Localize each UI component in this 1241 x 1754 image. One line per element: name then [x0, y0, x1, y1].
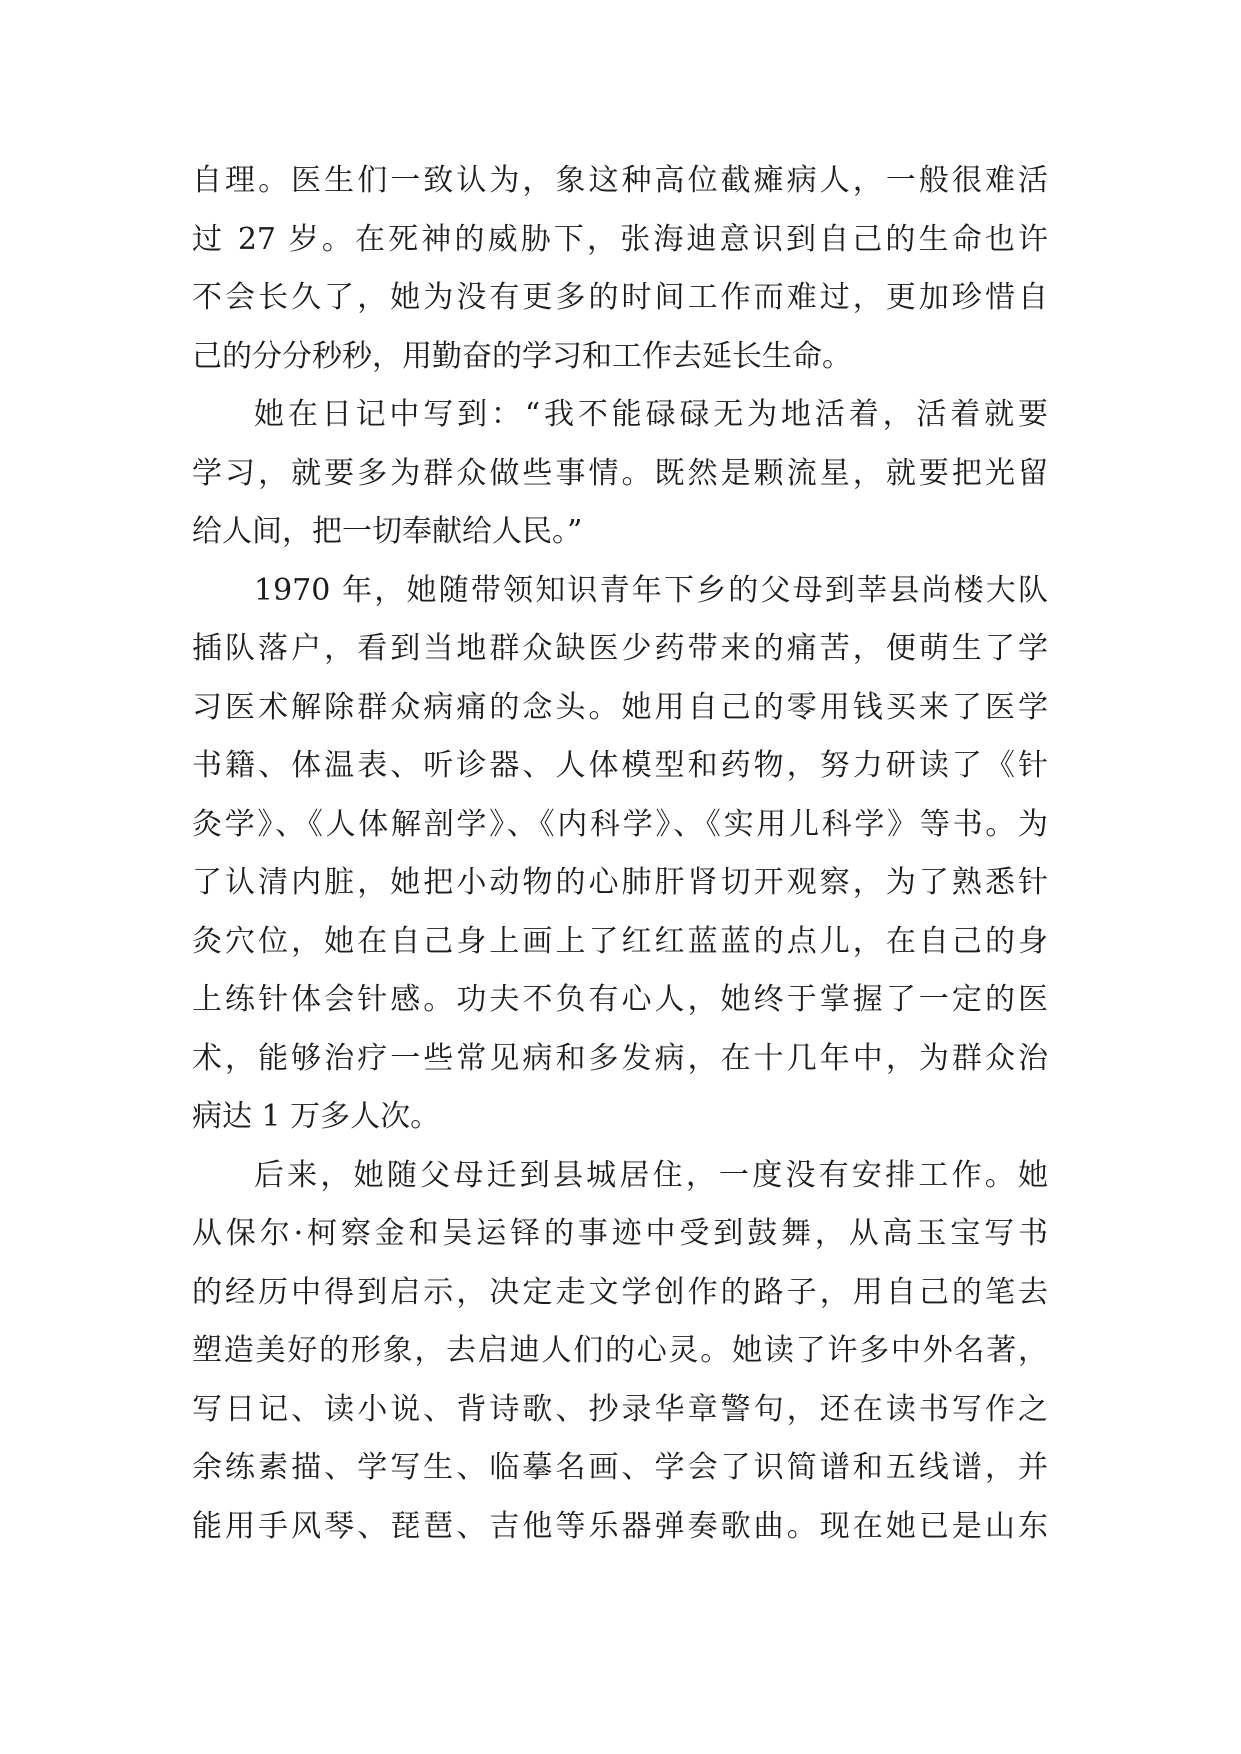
text-line: 塑造美好的形象，去启迪人们的心灵。她读了许多中外名著， [192, 1333, 1048, 1368]
text-line: 术，能够治疗一些常见病和多发病，在十几年中，为群众治 [192, 1040, 1048, 1076]
paragraph-first-line: 1970 年，她随带领知识青年下乡的父母到莘县尚楼大队 [254, 572, 1048, 608]
text-line: 余练素描、学写生、临摹名画、学会了识简谱和五线谱，并 [192, 1450, 1048, 1485]
text-line: 能用手风琴、琵琶、吉他等乐器弹奏歌曲。现在她已是山东 [192, 1508, 1048, 1544]
text-line: 病达 1 万多人次。 [192, 1099, 441, 1134]
text-line: 的经历中得到启示，决定走文学创作的路子，用自己的笔去 [192, 1274, 1048, 1310]
text-line: 己的分分秒秒，用勤奋的学习和工作去延长生命。 [192, 338, 852, 374]
text-line: 上练针体会针感。功夫不负有心人，她终于掌握了一定的医 [192, 982, 1048, 1017]
text-line: 了认清内脏，她把小动物的心肺肝肾切开观察，为了熟悉针 [192, 865, 1048, 900]
text-line: 写日记、读小说、背诗歌、抄录华章警句，还在读书写作之 [192, 1391, 1048, 1427]
text-line: 习医术解除群众病痛的念头。她用自己的零用钱买来了医学 [192, 689, 1048, 725]
text-line: 从保尔·柯察金和吴运铎的事迹中受到鼓舞，从高玉宝写书 [192, 1216, 1048, 1251]
text-line: 自理。医生们一致认为，象这种高位截瘫病人，一般很难活 [192, 163, 1048, 198]
text-line: 书籍、体温表、听诊器、人体模型和药物，努力研读了《针 [192, 748, 1048, 783]
text-line: 灸学》、《人体解剖学》、《内科学》、《实用儿科学》等书。为 [192, 806, 1048, 842]
text-line: 不会长久了，她为没有更多的时间工作而难过，更加珍惜自 [192, 280, 1048, 315]
text-line: 给人间，把一切奉献给人民。” [192, 514, 583, 549]
text-line: 学习，就要多为群众做些事情。既然是颗流星，就要把光留 [192, 455, 1048, 491]
paragraph-first-line: 她在日记中写到：“我不能碌碌无为地活着，活着就要 [254, 397, 1048, 432]
body-text [192, 152, 1048, 1556]
paragraph-first-line: 后来，她随父母迁到县城居住，一度没有安排工作。她 [254, 1157, 1048, 1193]
text-line: 过 27 岁。在死神的威胁下，张海迪意识到自己的生命也许 [192, 221, 1048, 257]
text-line: 插队落户，看到当地群众缺医少药带来的痛苦，便萌生了学 [192, 631, 1048, 666]
text-line: 灸穴位，她在自己身上画上了红红蓝蓝的点儿，在自己的身 [192, 923, 1048, 959]
